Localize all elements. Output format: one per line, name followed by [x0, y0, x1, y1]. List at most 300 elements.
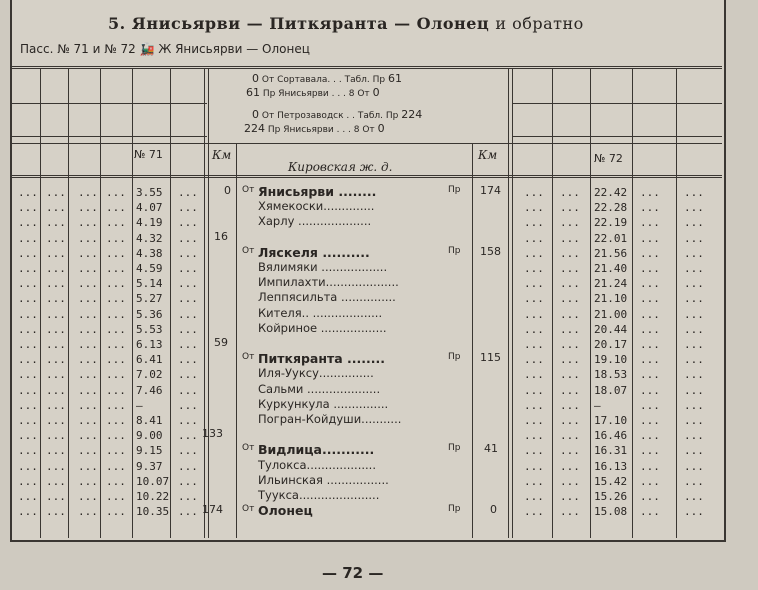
- station-name: Сальми ....................: [258, 382, 381, 396]
- empty-cell: ...: [46, 475, 66, 488]
- empty-cell: ...: [178, 277, 198, 290]
- train-71-time: 3.55: [136, 186, 163, 199]
- train-71-time: 9.00: [136, 429, 163, 442]
- rule: [12, 136, 207, 137]
- empty-cell: ...: [560, 414, 580, 427]
- empty-cell: ...: [178, 323, 198, 336]
- empty-cell: ...: [18, 232, 38, 245]
- train-72-time: —: [594, 399, 601, 412]
- column-divider: [68, 68, 69, 538]
- empty-cell: ...: [78, 247, 98, 260]
- station-name: Кителя.. ...................: [258, 306, 383, 320]
- km-right: 41: [484, 442, 498, 455]
- empty-cell: ...: [684, 429, 704, 442]
- railway-header: Кировская ж. д.: [288, 160, 393, 174]
- empty-cell: ...: [46, 232, 66, 245]
- station-name: Туукса......................: [258, 488, 380, 502]
- connection-2-line-b: 224 Пр Янисьярви . . . 8 От 0: [244, 122, 385, 135]
- empty-cell: ...: [684, 262, 704, 275]
- empty-cell: ...: [524, 490, 544, 503]
- station-name: Харлу ....................: [258, 214, 372, 228]
- column-divider: [590, 68, 591, 538]
- km-right: 174: [480, 184, 501, 197]
- empty-cell: ...: [684, 460, 704, 473]
- station-name: Погран-Койдуши...........: [258, 412, 402, 426]
- empty-cell: ...: [640, 368, 660, 381]
- empty-cell: ...: [560, 338, 580, 351]
- km-right: 0: [490, 503, 497, 516]
- empty-cell: ...: [46, 429, 66, 442]
- title-tail: и обратно: [495, 14, 584, 33]
- empty-cell: ...: [178, 292, 198, 305]
- empty-cell: ...: [640, 323, 660, 336]
- empty-cell: ...: [78, 460, 98, 473]
- empty-cell: ...: [78, 444, 98, 457]
- empty-cell: ...: [106, 429, 126, 442]
- rule: [512, 103, 722, 104]
- empty-cell: ...: [106, 338, 126, 351]
- empty-cell: ...: [524, 368, 544, 381]
- train-72-header: № 72: [594, 152, 623, 165]
- train-71-time: 5.27: [136, 292, 163, 305]
- station-name: Иля-Ууксу...............: [258, 366, 374, 380]
- empty-cell: ...: [78, 399, 98, 412]
- km-left: 133: [202, 427, 223, 440]
- empty-cell: ...: [560, 232, 580, 245]
- empty-cell: ...: [560, 292, 580, 305]
- km-left: 16: [214, 230, 228, 243]
- empty-cell: ...: [560, 201, 580, 214]
- empty-cell: ...: [106, 277, 126, 290]
- empty-cell: ...: [46, 399, 66, 412]
- empty-cell: ...: [46, 460, 66, 473]
- arrival-departure-mark: От: [242, 246, 255, 256]
- empty-cell: ...: [78, 323, 98, 336]
- empty-cell: ...: [178, 475, 198, 488]
- empty-cell: ...: [18, 368, 38, 381]
- empty-cell: ...: [560, 444, 580, 457]
- train-71-time: 4.59: [136, 262, 163, 275]
- column-divider: [100, 68, 101, 538]
- empty-cell: ...: [560, 308, 580, 321]
- empty-cell: ...: [78, 292, 98, 305]
- train-72-time: 16.46: [594, 429, 628, 442]
- empty-cell: ...: [524, 292, 544, 305]
- empty-cell: ...: [524, 384, 544, 397]
- km-left: 174: [202, 503, 223, 516]
- train-72-time: 21.10: [594, 292, 628, 305]
- empty-cell: ...: [46, 201, 66, 214]
- empty-cell: ...: [524, 414, 544, 427]
- empty-cell: ...: [78, 353, 98, 366]
- train-72-time: 18.07: [594, 384, 628, 397]
- km-right: 158: [480, 245, 501, 258]
- empty-cell: ...: [106, 216, 126, 229]
- train-71-time: 4.07: [136, 201, 163, 214]
- empty-cell: ...: [46, 444, 66, 457]
- train-72-time: 19.10: [594, 353, 628, 366]
- empty-cell: ...: [640, 414, 660, 427]
- empty-cell: ...: [78, 308, 98, 321]
- empty-cell: ...: [18, 216, 38, 229]
- empty-cell: ...: [46, 338, 66, 351]
- empty-cell: ...: [18, 384, 38, 397]
- empty-cell: ...: [18, 505, 38, 518]
- empty-cell: ...: [684, 292, 704, 305]
- empty-cell: ...: [524, 216, 544, 229]
- train-72-time: 22.28: [594, 201, 628, 214]
- empty-cell: ...: [560, 429, 580, 442]
- empty-cell: ...: [46, 292, 66, 305]
- empty-cell: ...: [560, 490, 580, 503]
- station-name: Тулокса...................: [258, 458, 376, 472]
- empty-cell: ...: [78, 429, 98, 442]
- empty-cell: ...: [178, 460, 198, 473]
- empty-cell: ...: [640, 429, 660, 442]
- empty-cell: ...: [18, 338, 38, 351]
- train-72-time: 18.53: [594, 368, 628, 381]
- empty-cell: ...: [18, 429, 38, 442]
- train-72-time: 16.31: [594, 444, 628, 457]
- empty-cell: ...: [684, 490, 704, 503]
- empty-cell: ...: [524, 186, 544, 199]
- train-71-time: 9.37: [136, 460, 163, 473]
- rule: [12, 177, 722, 178]
- empty-cell: ...: [524, 247, 544, 260]
- empty-cell: ...: [524, 460, 544, 473]
- empty-cell: ...: [560, 460, 580, 473]
- station-name: Койриное ..................: [258, 321, 387, 335]
- empty-cell: ...: [684, 414, 704, 427]
- empty-cell: ...: [18, 475, 38, 488]
- empty-cell: ...: [640, 277, 660, 290]
- empty-cell: ...: [178, 414, 198, 427]
- train-72-time: 15.42: [594, 475, 628, 488]
- empty-cell: ...: [640, 292, 660, 305]
- empty-cell: ...: [684, 308, 704, 321]
- empty-cell: ...: [18, 308, 38, 321]
- empty-cell: ...: [78, 475, 98, 488]
- train-71-time: 5.36: [136, 308, 163, 321]
- empty-cell: ...: [78, 186, 98, 199]
- empty-cell: ...: [78, 505, 98, 518]
- empty-cell: ...: [640, 475, 660, 488]
- station-name: Куркункула ...............: [258, 397, 389, 411]
- empty-cell: ...: [46, 308, 66, 321]
- empty-cell: ...: [78, 216, 98, 229]
- empty-cell: ...: [18, 490, 38, 503]
- arrival-departure-mark: Пр: [448, 352, 461, 362]
- empty-cell: ...: [178, 399, 198, 412]
- train-71-time: 4.38: [136, 247, 163, 260]
- empty-cell: ...: [684, 368, 704, 381]
- train-71-time: 6.13: [136, 338, 163, 351]
- column-divider: [632, 68, 633, 538]
- empty-cell: ...: [106, 292, 126, 305]
- empty-cell: ...: [106, 201, 126, 214]
- empty-cell: ...: [684, 277, 704, 290]
- train-71-time: 8.41: [136, 414, 163, 427]
- empty-cell: ...: [640, 460, 660, 473]
- train-71-time: 6.41: [136, 353, 163, 366]
- empty-cell: ...: [560, 247, 580, 260]
- empty-cell: ...: [106, 262, 126, 275]
- train-71-time: 9.15: [136, 444, 163, 457]
- empty-cell: ...: [640, 247, 660, 260]
- empty-cell: ...: [524, 475, 544, 488]
- empty-cell: ...: [178, 308, 198, 321]
- empty-cell: ...: [524, 444, 544, 457]
- train-71-time: 7.02: [136, 368, 163, 381]
- empty-cell: ...: [18, 277, 38, 290]
- title-route: 5. Янисьярви — Питкяранта — Олонец: [108, 14, 490, 33]
- station-name: Хямекоски..............: [258, 199, 375, 213]
- empty-cell: ...: [178, 232, 198, 245]
- empty-cell: ...: [78, 490, 98, 503]
- empty-cell: ...: [78, 368, 98, 381]
- empty-cell: ...: [106, 353, 126, 366]
- column-divider: [132, 68, 133, 538]
- empty-cell: ...: [106, 232, 126, 245]
- empty-cell: ...: [46, 262, 66, 275]
- empty-cell: ...: [684, 384, 704, 397]
- station-name: Ильинская .................: [258, 473, 389, 487]
- empty-cell: ...: [78, 414, 98, 427]
- empty-cell: ...: [640, 186, 660, 199]
- empty-cell: ...: [640, 399, 660, 412]
- station-name: Питкяранта ........: [258, 351, 386, 366]
- empty-cell: ...: [106, 444, 126, 457]
- empty-cell: ...: [178, 353, 198, 366]
- empty-cell: ...: [560, 368, 580, 381]
- train-71-time: 10.07: [136, 475, 170, 488]
- empty-cell: ...: [106, 414, 126, 427]
- train-72-time: 21.00: [594, 308, 628, 321]
- rule: [12, 103, 207, 104]
- train-72-time: 22.01: [594, 232, 628, 245]
- train-71-time: 10.35: [136, 505, 170, 518]
- rule: [12, 66, 722, 67]
- train-71-header: № 71: [134, 148, 163, 161]
- train-72-time: 15.26: [594, 490, 628, 503]
- empty-cell: ...: [178, 429, 198, 442]
- station-name: Янисьярви ........: [258, 184, 377, 199]
- empty-cell: ...: [46, 323, 66, 336]
- connection-1-line-a: 0 От Сортавала. . . Табл. Пр 61: [252, 72, 402, 85]
- empty-cell: ...: [560, 384, 580, 397]
- empty-cell: ...: [524, 338, 544, 351]
- rule: [12, 175, 722, 176]
- empty-cell: ...: [178, 490, 198, 503]
- empty-cell: ...: [640, 384, 660, 397]
- column-divider: [170, 68, 171, 538]
- rule: [12, 143, 722, 144]
- empty-cell: ...: [640, 338, 660, 351]
- train-72-time: 22.19: [594, 216, 628, 229]
- empty-cell: ...: [106, 460, 126, 473]
- empty-cell: ...: [560, 186, 580, 199]
- empty-cell: ...: [18, 444, 38, 457]
- train-72-time: 21.40: [594, 262, 628, 275]
- empty-cell: ...: [684, 338, 704, 351]
- empty-cell: ...: [46, 368, 66, 381]
- empty-cell: ...: [560, 323, 580, 336]
- empty-cell: ...: [640, 490, 660, 503]
- empty-cell: ...: [684, 399, 704, 412]
- empty-cell: ...: [78, 262, 98, 275]
- empty-cell: ...: [560, 475, 580, 488]
- empty-cell: ...: [684, 186, 704, 199]
- train-72-time: 20.44: [594, 323, 628, 336]
- empty-cell: ...: [684, 232, 704, 245]
- empty-cell: ...: [178, 216, 198, 229]
- empty-cell: ...: [524, 353, 544, 366]
- empty-cell: ...: [640, 262, 660, 275]
- empty-cell: ...: [524, 201, 544, 214]
- column-divider: [552, 68, 553, 538]
- empty-cell: ...: [106, 247, 126, 260]
- empty-cell: ...: [524, 308, 544, 321]
- column-divider: [508, 68, 513, 538]
- rule: [512, 136, 722, 137]
- empty-cell: ...: [640, 232, 660, 245]
- empty-cell: ...: [78, 232, 98, 245]
- empty-cell: ...: [178, 368, 198, 381]
- empty-cell: ...: [78, 277, 98, 290]
- arrival-departure-mark: Пр: [448, 443, 461, 453]
- empty-cell: ...: [18, 460, 38, 473]
- column-divider: [204, 68, 209, 538]
- empty-cell: ...: [524, 262, 544, 275]
- train-72-time: 20.17: [594, 338, 628, 351]
- empty-cell: ...: [684, 475, 704, 488]
- empty-cell: ...: [18, 414, 38, 427]
- train-71-time: 4.32: [136, 232, 163, 245]
- arrival-departure-mark: Пр: [448, 504, 461, 514]
- station-name: Импилахти....................: [258, 275, 399, 289]
- empty-cell: ...: [18, 201, 38, 214]
- empty-cell: ...: [640, 444, 660, 457]
- train-71-time: —: [136, 399, 143, 412]
- empty-cell: ...: [78, 384, 98, 397]
- empty-cell: ...: [18, 186, 38, 199]
- empty-cell: ...: [524, 399, 544, 412]
- train-71-time: 10.22: [136, 490, 170, 503]
- arrival-departure-mark: От: [242, 504, 255, 514]
- train-71-time: 4.19: [136, 216, 163, 229]
- empty-cell: ...: [78, 201, 98, 214]
- km-left: 59: [214, 336, 228, 349]
- empty-cell: ...: [178, 262, 198, 275]
- empty-cell: ...: [524, 505, 544, 518]
- empty-cell: ...: [46, 277, 66, 290]
- empty-cell: ...: [560, 262, 580, 275]
- km-header-left: Км: [212, 148, 232, 162]
- train-72-time: 15.08: [594, 505, 628, 518]
- empty-cell: ...: [178, 186, 198, 199]
- km-header-right: Км: [478, 148, 498, 162]
- empty-cell: ...: [178, 384, 198, 397]
- km-left: 0: [224, 184, 231, 197]
- empty-cell: ...: [46, 414, 66, 427]
- empty-cell: ...: [524, 429, 544, 442]
- column-divider: [40, 68, 41, 538]
- empty-cell: ...: [106, 399, 126, 412]
- station-name: Ляскеля ..........: [258, 245, 370, 260]
- empty-cell: ...: [46, 186, 66, 199]
- empty-cell: ...: [640, 505, 660, 518]
- column-divider: [472, 143, 473, 538]
- column-divider: [676, 68, 677, 538]
- empty-cell: ...: [640, 353, 660, 366]
- empty-cell: ...: [46, 505, 66, 518]
- train-71-time: 5.53: [136, 323, 163, 336]
- empty-cell: ...: [106, 186, 126, 199]
- subtitle: Пасс. № 71 и № 72 🚂 Ж Янисьярви — Олонец: [20, 42, 310, 56]
- empty-cell: ...: [18, 399, 38, 412]
- empty-cell: ...: [524, 323, 544, 336]
- rule: [12, 68, 722, 69]
- empty-cell: ...: [560, 399, 580, 412]
- empty-cell: ...: [18, 262, 38, 275]
- connection-2-line-a: 0 От Петрозаводск . . Табл. Пр 224: [252, 108, 423, 121]
- empty-cell: ...: [46, 384, 66, 397]
- arrival-departure-mark: От: [242, 185, 255, 195]
- empty-cell: ...: [18, 247, 38, 260]
- station-name: Видлица...........: [258, 442, 375, 457]
- empty-cell: ...: [18, 292, 38, 305]
- train-72-time: 22.42: [594, 186, 628, 199]
- empty-cell: ...: [106, 490, 126, 503]
- empty-cell: ...: [106, 308, 126, 321]
- arrival-departure-mark: От: [242, 443, 255, 453]
- empty-cell: ...: [106, 323, 126, 336]
- empty-cell: ...: [46, 353, 66, 366]
- empty-cell: ...: [684, 201, 704, 214]
- empty-cell: ...: [178, 247, 198, 260]
- page-title: [108, 14, 584, 33]
- empty-cell: ...: [684, 505, 704, 518]
- train-72-time: 17.10: [594, 414, 628, 427]
- train-72-time: 21.24: [594, 277, 628, 290]
- station-name: Олонец: [258, 503, 313, 518]
- empty-cell: ...: [560, 505, 580, 518]
- connection-1-line-b: 61 Пр Янисьярви . . . 8 От 0: [246, 86, 380, 99]
- arrival-departure-mark: Пр: [448, 246, 461, 256]
- empty-cell: ...: [524, 232, 544, 245]
- train-72-time: 16.13: [594, 460, 628, 473]
- empty-cell: ...: [684, 353, 704, 366]
- column-divider: [236, 143, 237, 538]
- empty-cell: ...: [684, 444, 704, 457]
- empty-cell: ...: [106, 368, 126, 381]
- empty-cell: ...: [46, 216, 66, 229]
- km-right: 115: [480, 351, 501, 364]
- empty-cell: ...: [78, 338, 98, 351]
- empty-cell: ...: [560, 216, 580, 229]
- empty-cell: ...: [178, 444, 198, 457]
- empty-cell: ...: [18, 353, 38, 366]
- empty-cell: ...: [560, 277, 580, 290]
- empty-cell: ...: [178, 201, 198, 214]
- station-name: Вялимяки ..................: [258, 260, 388, 274]
- empty-cell: ...: [18, 323, 38, 336]
- empty-cell: ...: [46, 490, 66, 503]
- empty-cell: ...: [684, 247, 704, 260]
- empty-cell: ...: [106, 475, 126, 488]
- empty-cell: ...: [640, 308, 660, 321]
- empty-cell: ...: [524, 277, 544, 290]
